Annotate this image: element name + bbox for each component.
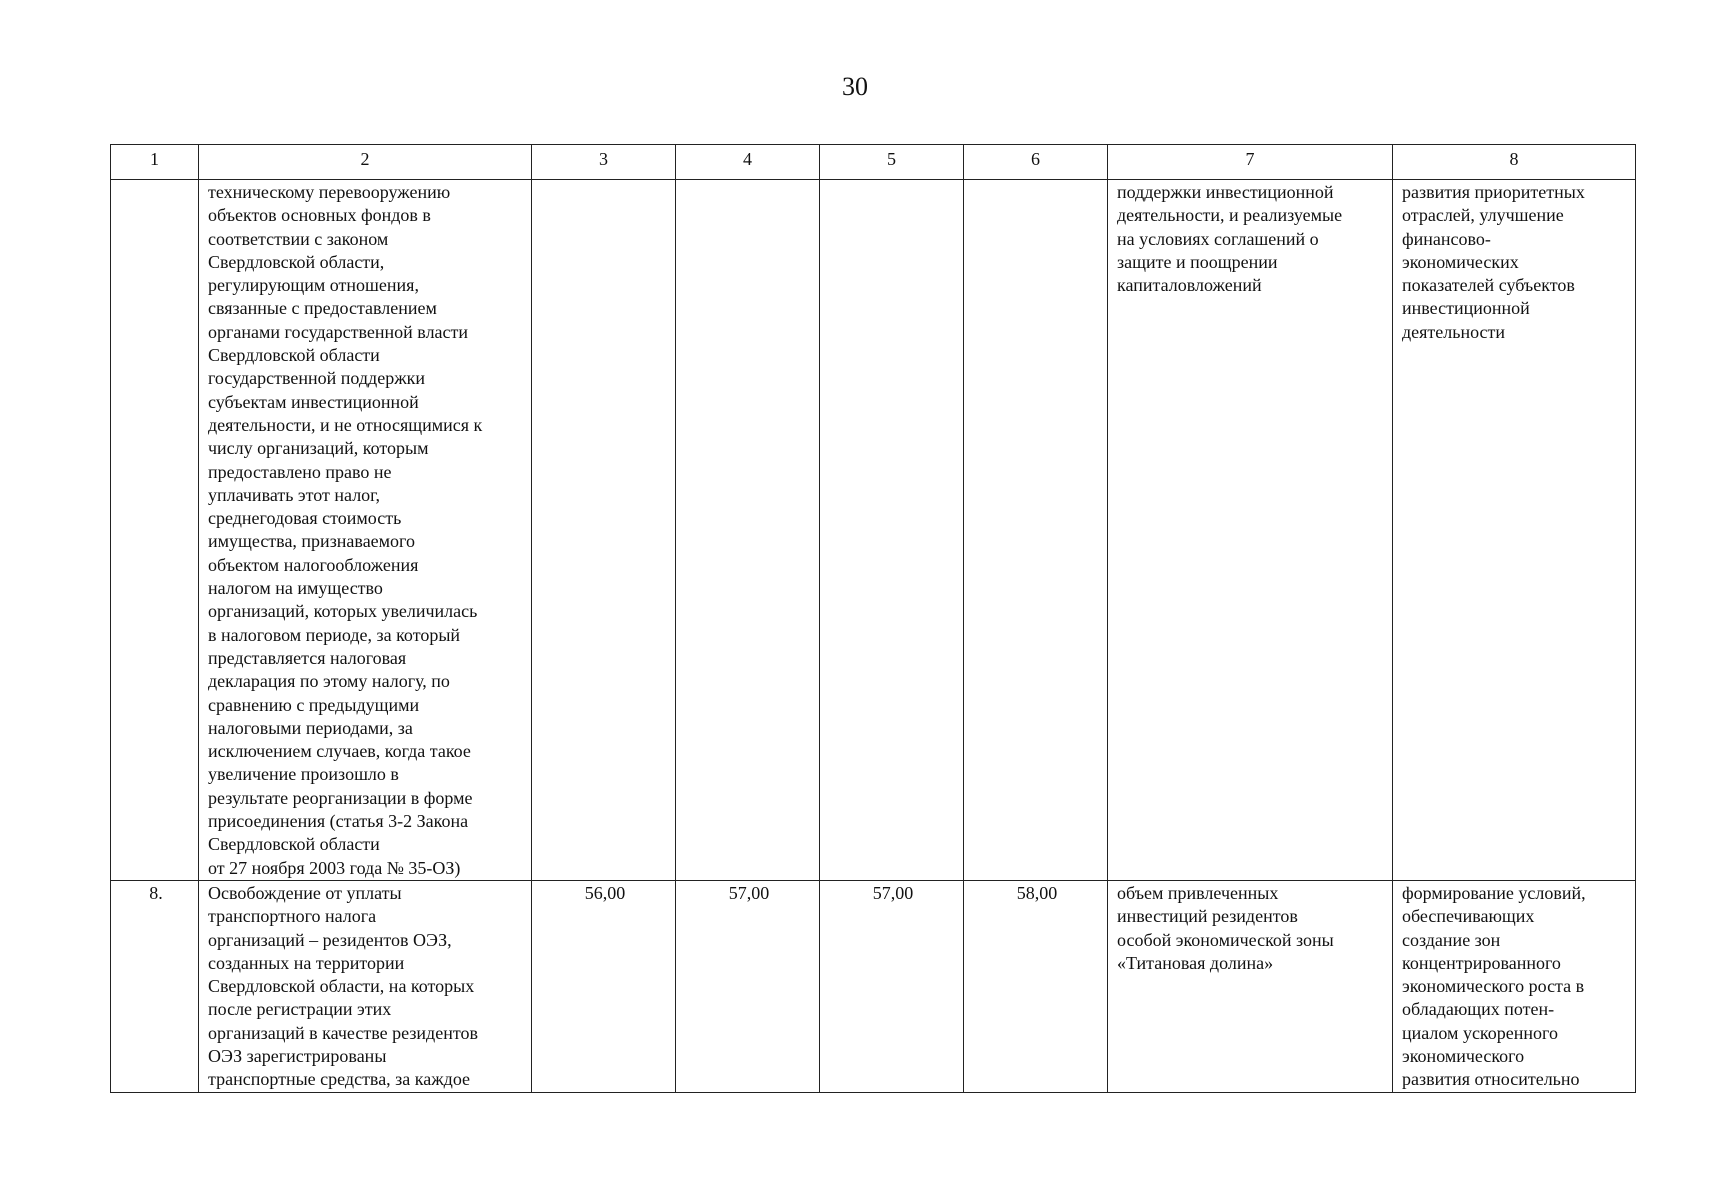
page-number: 30 — [842, 72, 868, 101]
benefit-description-cell: техническому перевооружению объектов основных фондов в соответствии с законом Свердловской области, регулирующим отношения, связанные с предоставлением органами государственной власти Свердловской области государственной поддержки субъектам инвестиционной деятельности, и не относящимися к числу организаций, которым предоставлено право не уплачивать этот налог, среднегодовая стоимость имущества, признаваемого объектом налогообложения налогом на имущество организаций, которых увеличилась в налоговом периоде, за который представляется налоговая декларация по этому налогу, по сравнению с предыдущими налоговыми периодами, за исключением случаев, когда такое увеличение произошло в результате реорганизации в форме присоединения (статья 3-2 Закона Свердловской области от 27 ноября 2003 года № 35-ОЗ) — [199, 180, 532, 881]
column-header-7: 7 — [1108, 145, 1393, 180]
row-number-cell: 8. — [111, 880, 199, 1092]
benefit-description-cell: Освобождение от уплаты транспортного налога организаций – резидентов ОЭЗ, созданных на территории Свердловской области, на которых после регистрации этих организаций в качестве резидентов ОЭЗ зарегистрированы транспортные средства, за каждое — [199, 880, 532, 1092]
value-cell-6 — [964, 180, 1108, 881]
table-row — [111, 880, 1636, 1092]
indicator-cell: поддержки инвестиционной деятельности, и реализуемые на условиях соглашений о защите и поощрении капиталовложений — [1108, 180, 1393, 881]
value-cell-3 — [532, 180, 676, 881]
value-cell-6: 58,00 — [964, 880, 1108, 1092]
column-header-1: 1 — [111, 145, 199, 180]
value-cell-4: 57,00 — [676, 880, 820, 1092]
column-header-4: 4 — [676, 145, 820, 180]
goal-cell: формирование условий, обеспечивающих создание зон концентрированного экономического роста в обладающих потен- циалом ускоренного экономического развития относительно — [1393, 880, 1636, 1092]
value-cell-4 — [676, 180, 820, 881]
column-header-5: 5 — [820, 145, 964, 180]
column-header-6: 6 — [964, 145, 1108, 180]
value-cell-3: 56,00 — [532, 880, 676, 1092]
column-header-2: 2 — [199, 145, 532, 180]
table-row — [111, 180, 1636, 881]
value-cell-5 — [820, 180, 964, 881]
data-table — [110, 144, 1636, 1093]
goal-cell: развития приоритетных отраслей, улучшение финансово- экономических показателей субъектов инвестиционной деятельности — [1393, 180, 1636, 881]
row-number-cell — [111, 180, 199, 881]
value-cell-5: 57,00 — [820, 880, 964, 1092]
column-header-8: 8 — [1393, 145, 1636, 180]
header-row — [111, 145, 1636, 180]
indicator-cell: объем привлеченных инвестиций резидентов особой экономической зоны «Титановая долина» — [1108, 880, 1393, 1092]
column-header-3: 3 — [532, 145, 676, 180]
